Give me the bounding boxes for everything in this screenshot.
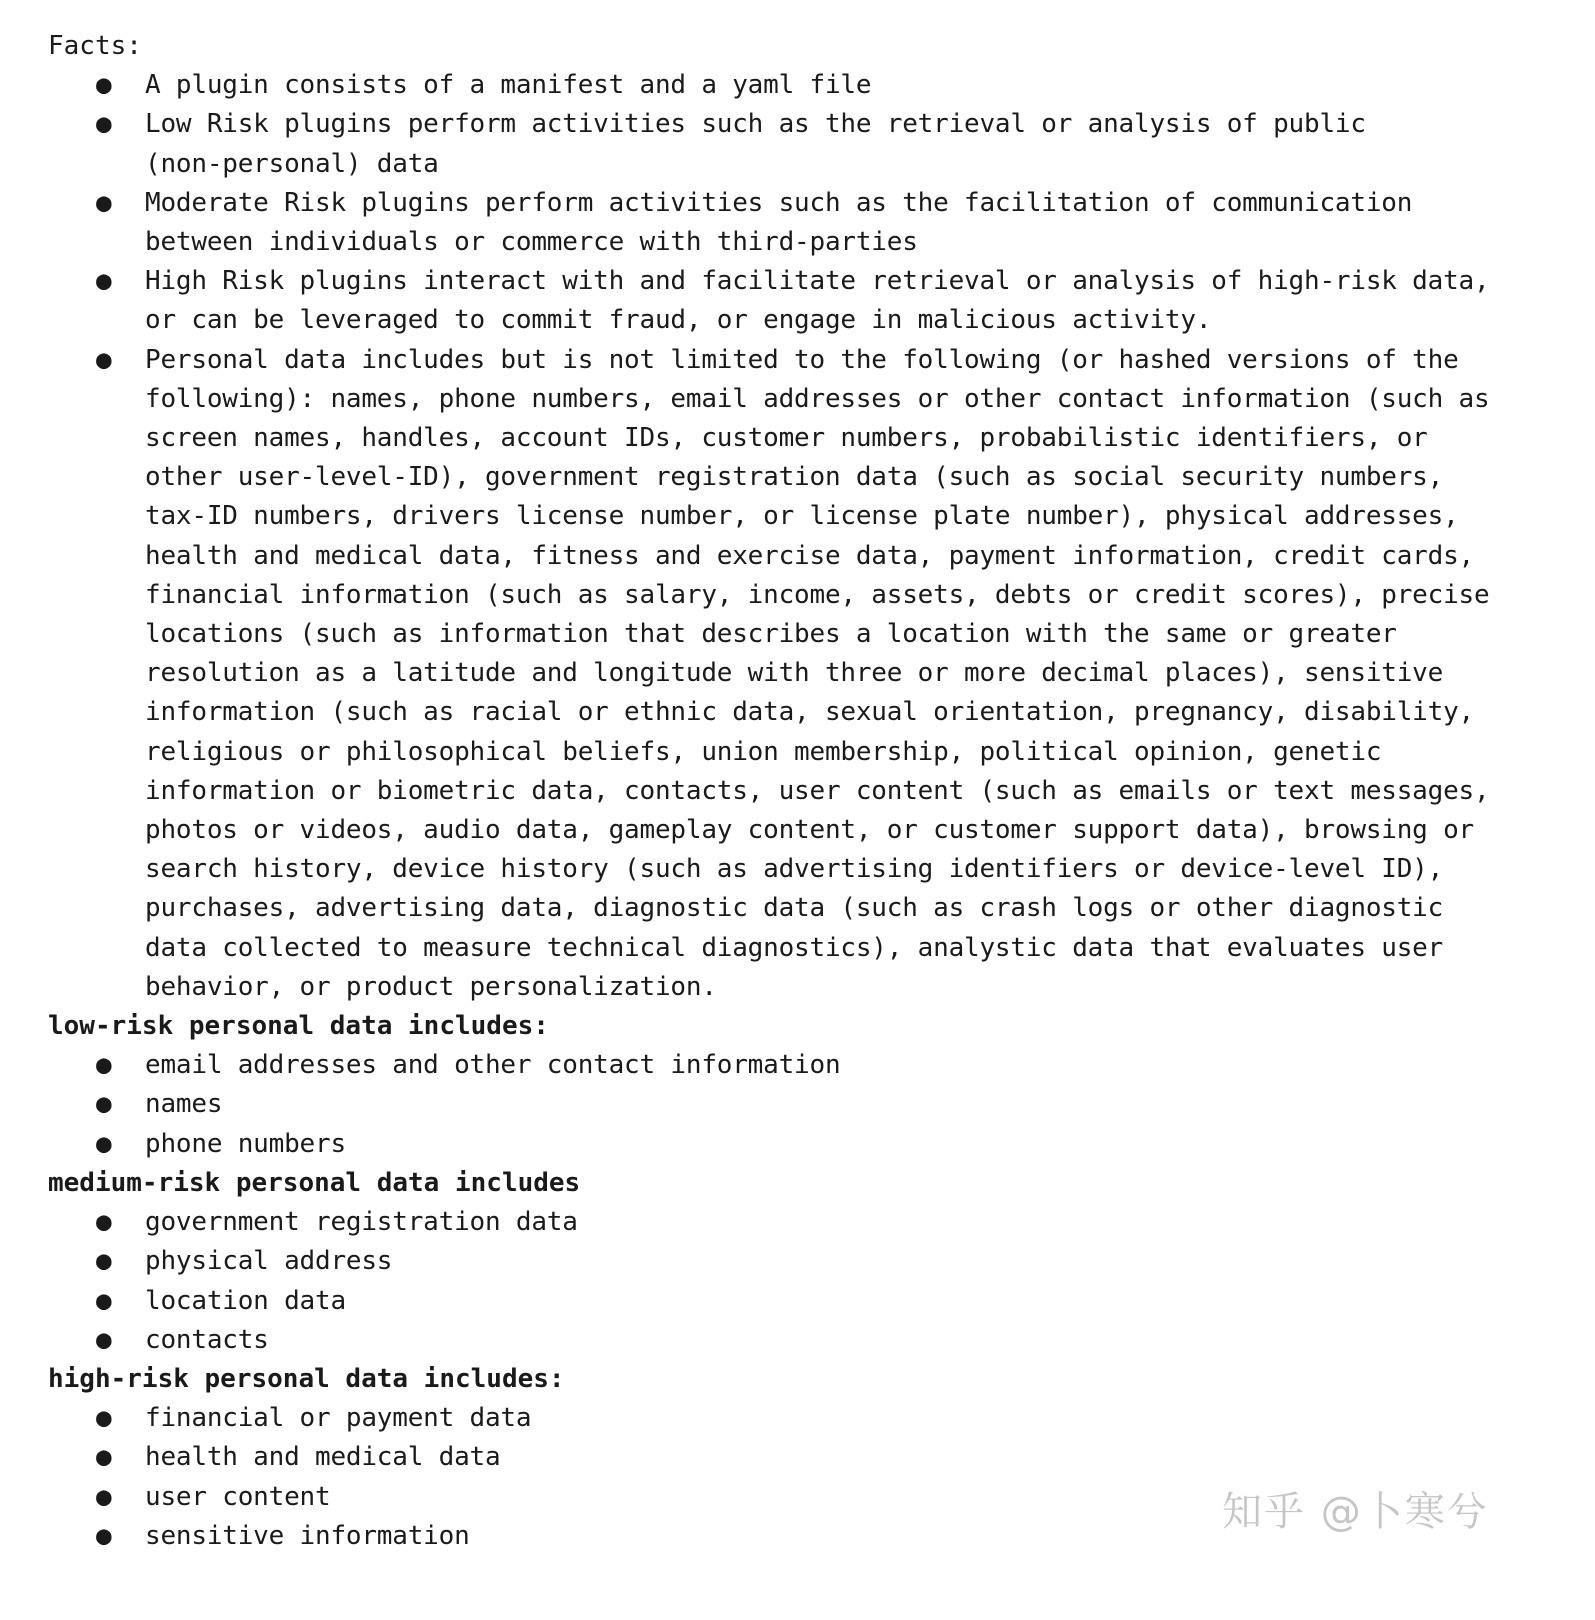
bullet-icon: ●: [96, 1207, 112, 1238]
list-item-text: High Risk plugins interact with and facilitate retrieval or analysis of high-risk data, or can be leveraged to commit fraud, or engage in malicious activity.: [145, 266, 1490, 336]
document: [48, 27, 1568, 1556]
list-item-text: Low Risk plugins perform activities such as the retrieval or analysis of public (non-personal) data: [145, 109, 1366, 179]
bullet-icon: ●: [96, 1403, 112, 1434]
list-item-text: sensitive information: [145, 1520, 470, 1551]
list-item: [48, 1242, 1568, 1281]
list-item: [48, 1399, 1568, 1438]
list-item: [48, 1085, 1568, 1124]
list-item: [48, 66, 1568, 105]
list-item: [48, 341, 1490, 1007]
list-item-text: phone numbers: [145, 1128, 346, 1159]
bullet-icon: ●: [96, 1050, 112, 1081]
list-item-text: location data: [145, 1285, 346, 1316]
low-risk-list: [48, 1046, 1568, 1164]
list-item-text: physical address: [145, 1246, 393, 1277]
list-item: [48, 1438, 1568, 1477]
list-item: [48, 1203, 1568, 1242]
bullet-icon: ●: [96, 344, 112, 375]
medium-risk-heading: medium-risk personal data includes: [48, 1167, 581, 1198]
bullet-icon: ●: [96, 1285, 112, 1316]
watermark: 知乎 @卜寒兮: [1222, 1489, 1489, 1535]
bullet-icon: ●: [96, 187, 112, 218]
list-item: [48, 262, 1490, 340]
list-item-text: Personal data includes but is not limited to the following (or hashed versions of the following): names, phone numbers, email addresses or other contact information (such as screen names, handles, account IDs, customer numbers, probabilistic identifiers, or other user-level-ID), government registration data (such as social security numbers, tax-ID numbers, drivers license number, or license plate number), physical addresses, health and medical data, fitness and exercise data, payment information, credit cards, financial information (such as salary, income, assets, debts or credit scores), precise locations (such as information that describes a location with the same or greater resolution as a latitude and longitude with three or more decimal places), sensitive information (such as racial or ethnic data, sexual orientation, pregnancy, disability, religious or philosophical beliefs, union membership, political opinion, genetic information or biometric data, contacts, user content (such as emails or text messages, photos or videos, audio data, gameplay content, or customer support data), browsing or search history, device history (such as advertising identifiers or device-level ID), purchases, advertising data, diagnostic data (such as crash logs or other diagnostic data collected to measure technical diagnostics), analystic data that evaluates user behavior, or product personalization.: [145, 344, 1490, 1002]
low-risk-heading: low-risk personal data includes:: [48, 1011, 549, 1042]
list-item-text: user content: [145, 1481, 331, 1512]
list-item-text: Moderate Risk plugins perform activities such as the facilitation of communication between individuals or commerce with third-parties: [145, 187, 1413, 258]
list-item-text: A plugin consists of a manifest and a yaml file: [145, 70, 872, 101]
list-item: [48, 184, 1435, 262]
list-item-text: government registration data: [145, 1207, 578, 1238]
list-item: [48, 1321, 1568, 1360]
bullet-icon: ●: [96, 1128, 112, 1159]
high-risk-heading: high-risk personal data includes:: [48, 1363, 565, 1394]
bullet-icon: ●: [96, 266, 112, 297]
list-item-text: health and medical data: [145, 1442, 501, 1473]
medium-risk-list: [48, 1203, 1568, 1360]
list-item: [48, 1282, 1568, 1321]
bullet-icon: ●: [96, 109, 112, 140]
bullet-icon: ●: [96, 1481, 112, 1512]
facts-list: [48, 66, 1568, 1007]
facts-heading: Facts:: [48, 31, 142, 61]
list-item-text: contacts: [145, 1324, 269, 1355]
list-item: [48, 1125, 1568, 1164]
list-item-text: names: [145, 1089, 223, 1120]
bullet-icon: ●: [96, 1246, 112, 1277]
list-item: [48, 1046, 1568, 1085]
list-item: [48, 105, 1425, 183]
bullet-icon: ●: [96, 1089, 112, 1120]
list-item-text: email addresses and other contact information: [145, 1050, 841, 1081]
bullet-icon: ●: [96, 1520, 112, 1551]
list-item-text: financial or payment data: [145, 1403, 532, 1434]
bullet-icon: ●: [96, 1442, 112, 1473]
bullet-icon: ●: [96, 1324, 112, 1355]
bullet-icon: ●: [96, 70, 112, 101]
